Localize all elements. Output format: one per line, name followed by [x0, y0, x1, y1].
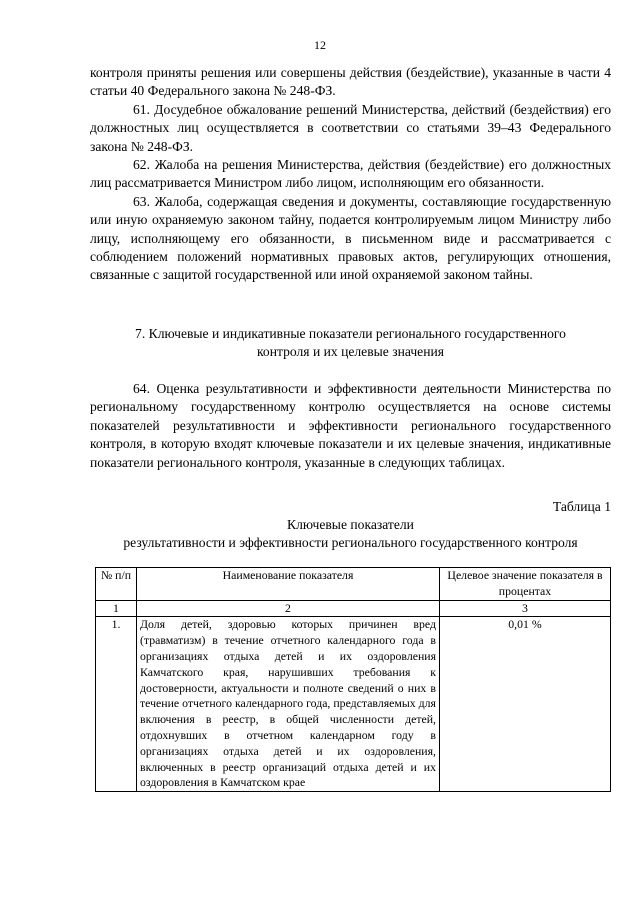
section-heading-line1: 7. Ключевые и индикативные показатели регионального государственного [135, 326, 566, 341]
page-number: 12 [314, 38, 326, 52]
table-caption: Таблица 1 [552, 499, 611, 514]
column-number-3: 3 [440, 600, 611, 617]
column-number-2: 2 [137, 600, 440, 617]
column-number-row [96, 600, 611, 617]
paragraph-64: 64. Оценка результативности и эффективности деятельности Министерства по региональному государственному контролю осуществляется на основе системы показателей результативности и эффективности регионального государственного контроля, в которую входят ключевые показатели и их целевые значения, индикативные показатели регионального контроля, указанные в следующих таблицах. [90, 381, 611, 470]
key-indicators-table [95, 567, 611, 792]
paragraph-62: 62. Жалоба на решения Министерства, действия (бездействие) его должностных лиц рассматривается Министром либо лицом, исполняющим его обязанности. [90, 157, 611, 191]
header-name: Наименование показателя [137, 568, 440, 601]
paragraph-continuation: контроля приняты решения или совершены действия (бездействие), указанные в части 4 статьи 40 Федерального закона № 248-ФЗ. [90, 65, 611, 99]
row-target-value: 0,01 % [440, 617, 611, 792]
paragraph-61: 61. Досудебное обжалование решений Министерства, действий (бездействия) его должностных лиц осуществляется в соответствии со статьями 39–43 Федерального закона № 248-ФЗ. [90, 101, 611, 154]
row-num: 1. [96, 617, 137, 792]
section-heading [90, 325, 611, 362]
table-header-row [96, 568, 611, 601]
table-row [96, 617, 611, 792]
column-number-1: 1 [96, 600, 137, 617]
header-num: № п/п [96, 568, 137, 601]
table-title-line2: результативности и эффективности регионального государственного контроля [123, 535, 578, 551]
header-target: Целевое значение показателя в процентах [440, 568, 611, 601]
body-text-bottom [90, 380, 611, 472]
body-text-top [90, 64, 611, 285]
section-heading-line2: контроля и их целевые значения [257, 344, 444, 360]
row-indicator-name: Доля детей, здоровью которых причинен вред (травматизм) в течение отчетного календарного года в организациях отдыха детей и их оздоровления Камчатского края, нарушивших требования к достоверности, актуальности и полноте сведений о них в течение отчетного календарного года, представляемых для включения в реестр, в общей численности детей, отдохнувших в отчетном календарном году в организациях отдыха детей и их оздоровления, включенных в реестр организаций отдыха детей и их оздоровления в Камчатском крае [137, 617, 440, 792]
table-title [90, 516, 611, 553]
paragraph-63: 63. Жалоба, содержащая сведения и документы, составляющие государственную или иную охраняемую законом тайну, подается контролируемым лицом Министру либо лицу, исполняющему его обязанности, в письменном виде и рассматривается с соблюдением положений нормативных правовых актов, регулирующих отношения, связанные с защитой государственной или иной охраняемой законом тайны. [90, 193, 611, 283]
table-title-line1: Ключевые показатели [287, 517, 414, 532]
